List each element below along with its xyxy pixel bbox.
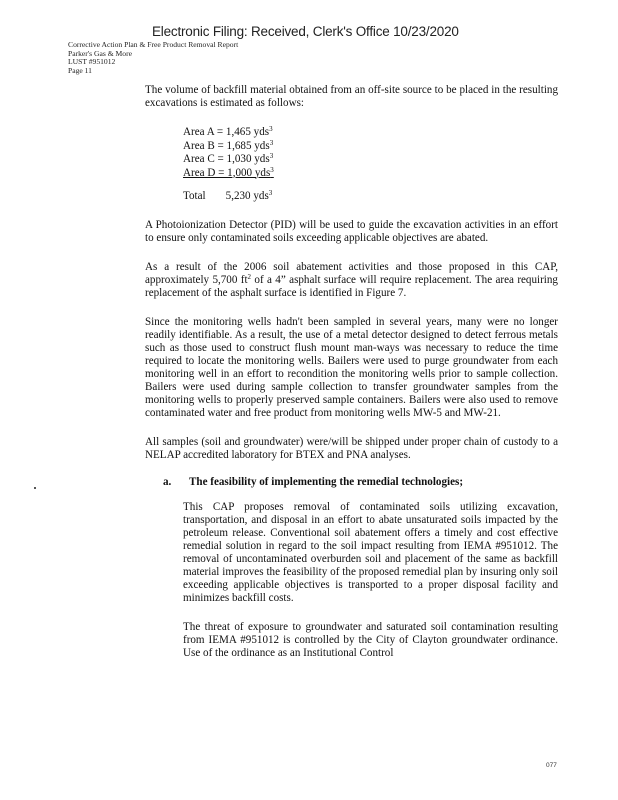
document-body — [145, 84, 558, 676]
scan-speck — [34, 487, 36, 489]
area-c-volume: Area C = 1,030 yds$^3$ — [183, 152, 274, 165]
total-value: 5,230 yds$^3$ — [225, 189, 273, 202]
item-a-heading — [145, 476, 558, 489]
area-d-volume: Area D = 1,000 yds$^3$ — [183, 165, 274, 179]
header-report-title: Corrective Action Plan & Free Product Removal Report — [68, 40, 239, 49]
intro-paragraph: The volume of backfill material obtained from an off-site source to be placed in the resulting excavations is estimated as follows: — [145, 84, 558, 109]
area-a-volume: Area A = 1,465 yds$^3$ — [183, 125, 273, 138]
page-number: 077 — [546, 762, 557, 769]
samples-paragraph: All samples (soil and groundwater) were/will be shipped under proper chain of custody to a NELAP accredited laboratory for BTEX and PNA analyses. — [145, 436, 558, 461]
header-lust-number: LUST #951012 — [68, 57, 116, 67]
threat-paragraph: The threat of exposure to groundwater and saturated soil contamination resulting from IEMA #951012 is controlled by the City of Clayton groundwater ordinance. Use of the ordinance as an Institutional Control — [183, 621, 558, 659]
total-volume — [183, 190, 558, 203]
item-a-number: a. — [163, 476, 172, 488]
document-header — [68, 41, 238, 75]
asphalt-paragraph: As a result of the 2006 soil abatement activities and those proposed in this CAP, approximately 5,700 $ft^2$ of a 4” asphalt surface will require replacement. The area requiring replacement of the asphalt surface is identified in Figure 7. — [145, 261, 558, 299]
feasibility-paragraph: This CAP proposes removal of contaminated soils utilizing excavation, transportation, and disposal in an effort to abate unsaturated soils impacted by the petroleum release. Conventional soil abatement offers a timely and cost effective remedial solution in regard to the soil impact resulting from IEMA #951012. The removal of uncontaminated overburden soil and placement of the same as backfill material improves the feasibility of the proposed remedial plan by insuring only soil exceeding applicable objectives is transported to a proper disposal facility and minimizes backfill costs. — [183, 501, 558, 604]
header-page-label: Page 11 — [68, 65, 92, 75]
filing-stamp: Electronic Filing: Received, Clerk's Office 10/23/2020 — [152, 24, 459, 39]
area-volume-list — [183, 126, 558, 180]
pid-paragraph: A Photoionization Detector (PID) will be used to guide the excavation activities in an effort to ensure only contaminated soils exceeding applicable objectives are abated. — [145, 219, 558, 244]
header-site-name: Parker's Gas & More — [68, 48, 133, 58]
area-b-volume: Area B = 1,685 yds$^3$ — [183, 138, 274, 152]
item-a-title: The feasibility of implementing the remedial technologies; — [189, 476, 464, 488]
total-label: Total — [183, 190, 206, 202]
monitoring-wells-paragraph: Since the monitoring wells hadn't been sampled in several years, many were no longer readily identifiable. As a result, the use of a metal detector designed to detect ferrous metals such as those used to construct flush mount man-ways was necessary to reduce the time required to locate the monitoring wells. Bailers were used to purge groundwater from each monitoring well in an effort to recondition the monitoring wells prior to sample collection. Bailers were used during sample collection to transfer groundwater samples from the monitoring wells to properly preserved sample containers. Bailers were also used to remove contaminated water and free product from monitoring wells MW-5 and MW-21. — [145, 316, 558, 419]
